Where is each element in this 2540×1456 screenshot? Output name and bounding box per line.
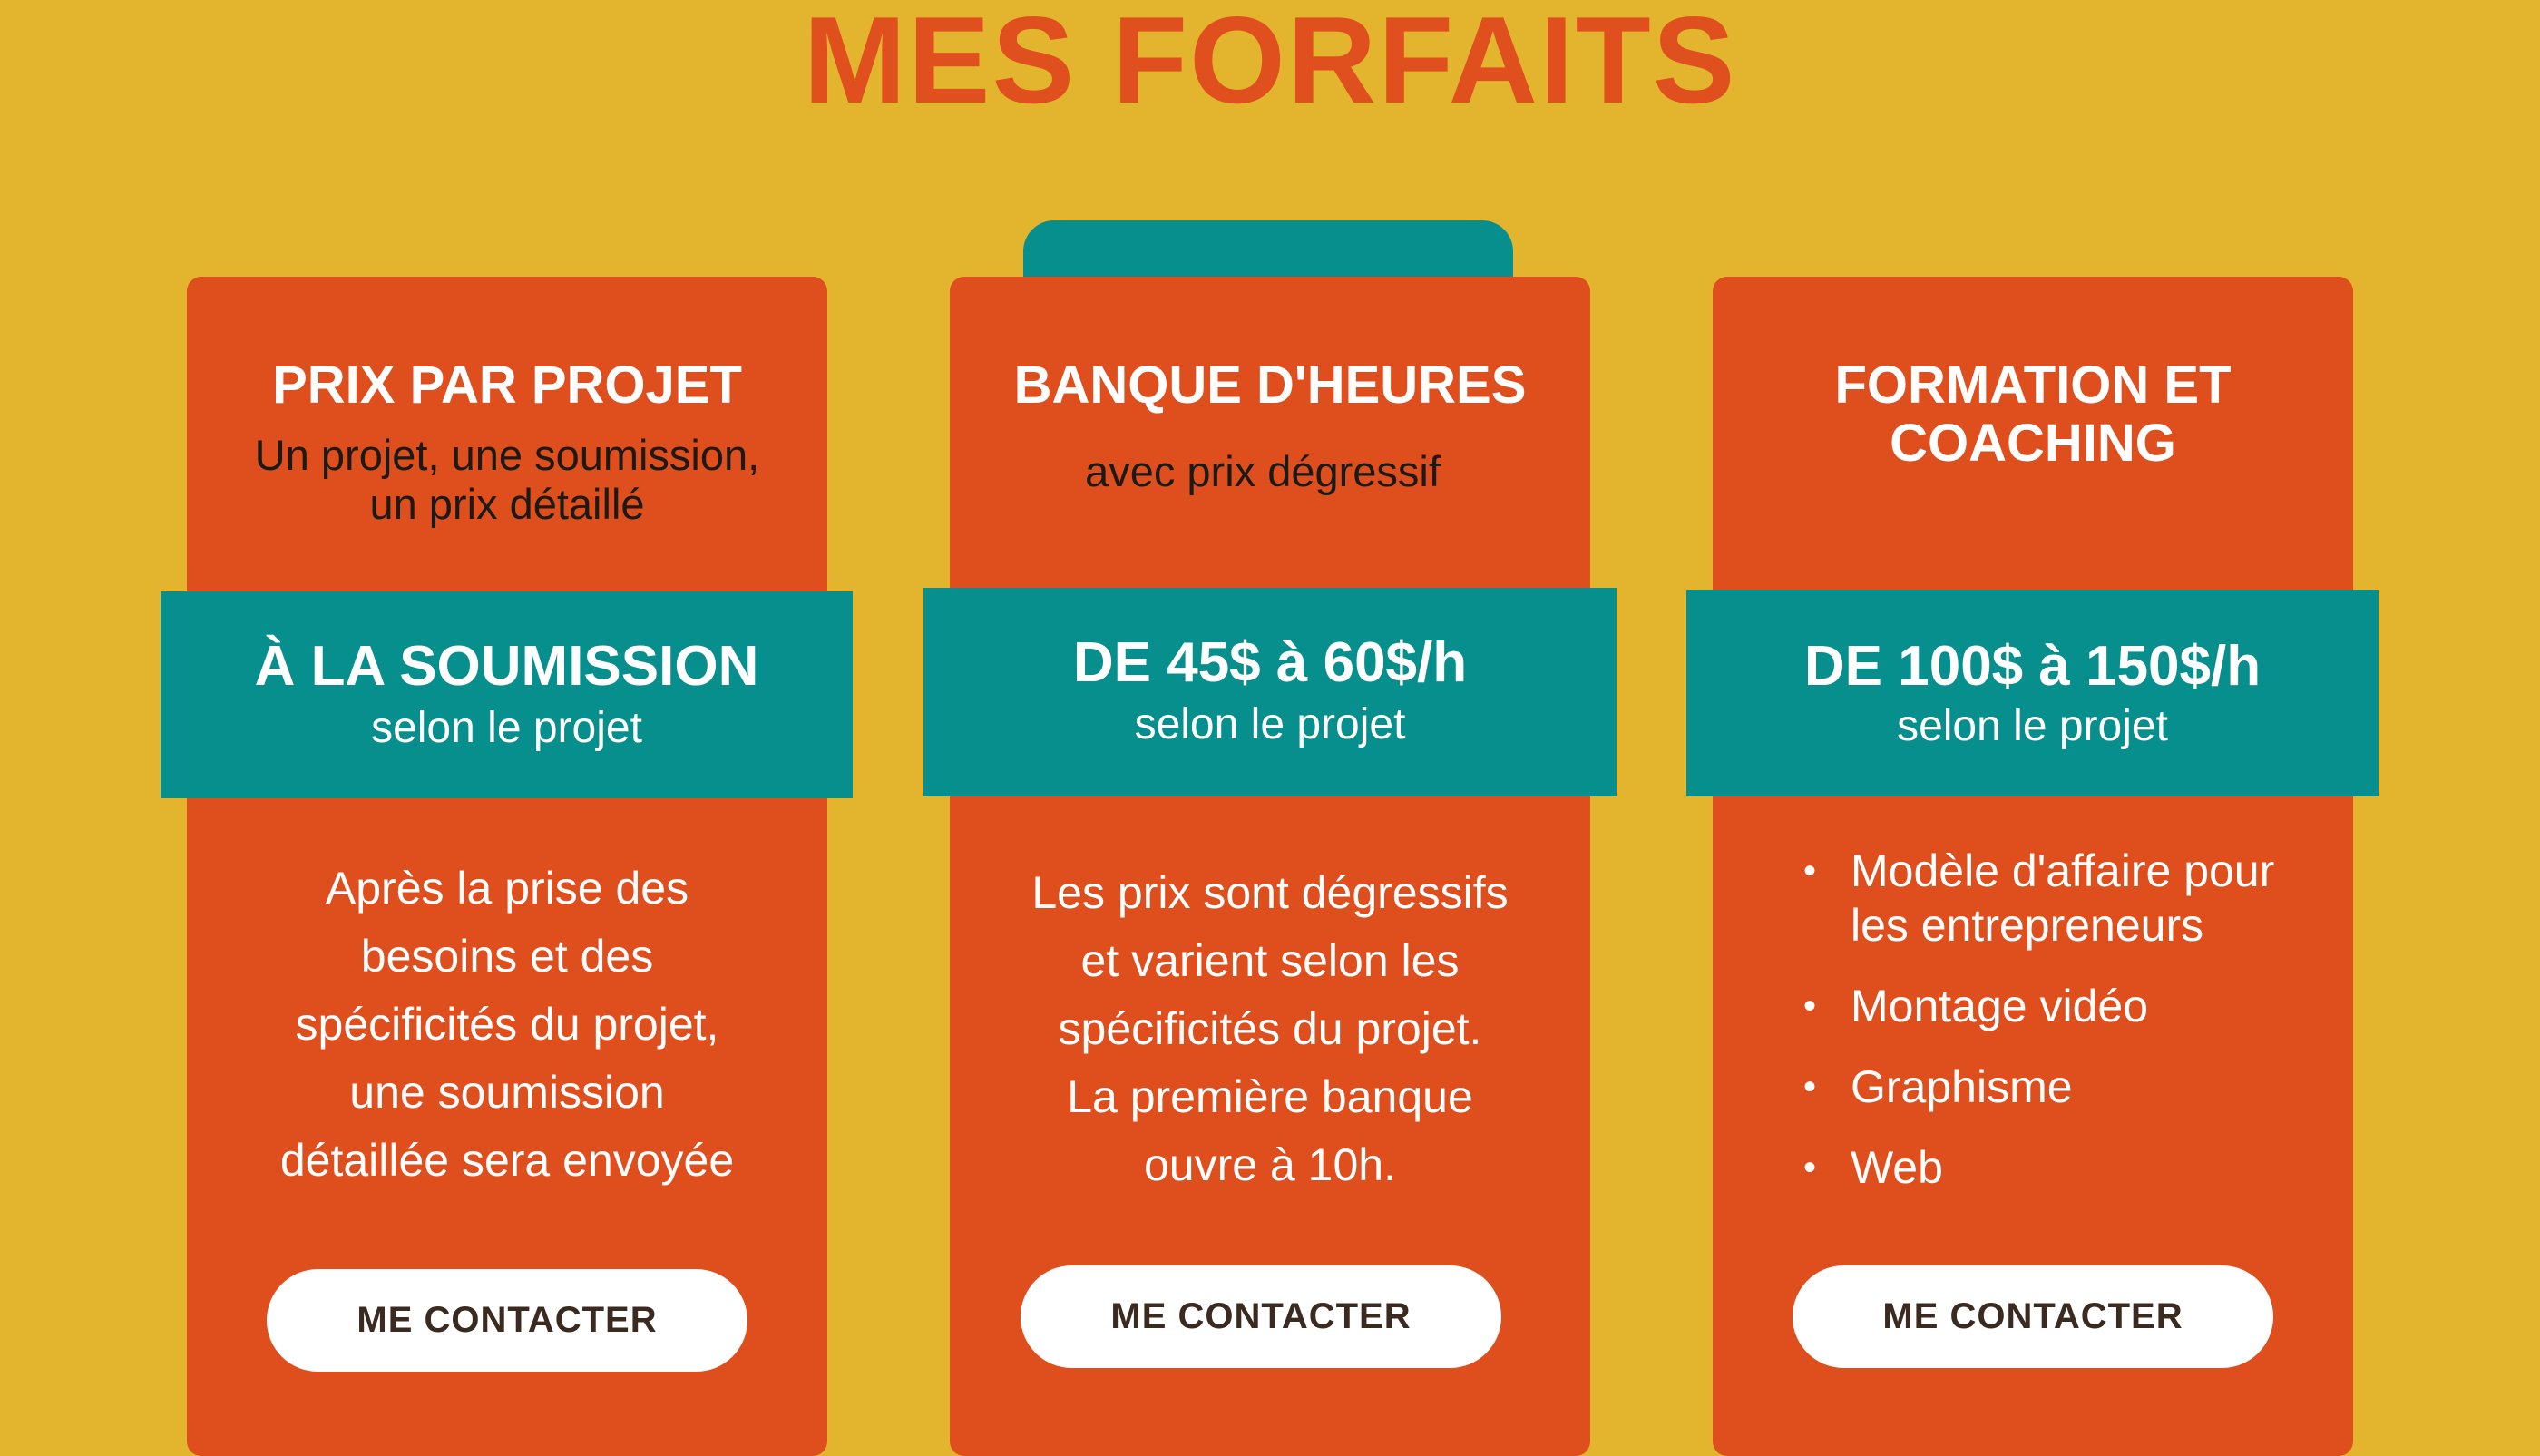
feature-text: Web [1851, 1142, 1943, 1193]
card-subtitle-line: avec prix dégressif [1085, 447, 1441, 495]
card-title [187, 357, 827, 415]
bullet-icon: • [1803, 986, 1817, 1026]
contact-button[interactable]: ME CONTACTER [1793, 1265, 2273, 1368]
price-label: DE 45$ à 60$/h [1072, 631, 1468, 694]
feature-item [1803, 979, 2274, 1033]
card-title-line: COACHING [1890, 414, 2176, 473]
contact-button[interactable]: ME CONTACTER [1021, 1265, 1501, 1368]
price-label: À LA SOUMISSION [254, 635, 759, 698]
bullet-icon: • [1803, 851, 1817, 891]
feature-list [1803, 844, 2274, 1221]
card-description [187, 855, 827, 1195]
page-title: MES FORFAITS [803, 0, 1737, 129]
description-line: spécificités du projet. [1058, 1003, 1482, 1054]
description-line: détaillée sera envoyée [279, 1135, 735, 1186]
plan-card-prix-par-projet [187, 277, 827, 1456]
card-title-line: FORMATION ET [1834, 356, 2232, 415]
feature-item [1803, 844, 2274, 953]
card-title-line: PRIX PAR PROJET [272, 356, 742, 415]
bullet-icon: • [1803, 1067, 1817, 1107]
description-line: spécificités du projet, [295, 999, 719, 1050]
feature-text: Graphisme [1851, 1061, 2073, 1112]
description-line: besoins et des [360, 931, 654, 982]
description-line: et varient selon les [1080, 935, 1460, 986]
card-subtitle-line: Un projet, une soumission, [254, 431, 760, 479]
feature-item [1803, 1140, 2274, 1195]
card-title-line: BANQUE D'HEURES [1013, 356, 1527, 415]
card-subtitle [943, 447, 1583, 496]
price-band [161, 591, 853, 798]
description-line: une soumission [349, 1067, 665, 1118]
card-subtitle [187, 431, 827, 529]
card-title [950, 357, 1590, 415]
price-note: selon le projet [371, 704, 642, 752]
price-band [1686, 590, 2379, 796]
card-title [1713, 357, 2353, 473]
price-note: selon le projet [1897, 702, 2168, 750]
plan-card-formation-et-coaching [1713, 277, 2353, 1456]
card-subtitle-line: un prix détaillé [369, 480, 645, 528]
feature-text: les entrepreneurs [1851, 900, 2204, 951]
description-line: ouvre à 10h. [1144, 1139, 1396, 1190]
description-line: Les prix sont dégressifs [1031, 867, 1509, 918]
plan-card-banque-d-heures [950, 277, 1590, 1456]
feature-text: Montage vidéo [1851, 981, 2149, 1031]
description-line: La première banque [1067, 1071, 1473, 1122]
contact-button[interactable]: ME CONTACTER [267, 1269, 747, 1372]
description-line: Après la prise des [325, 863, 689, 914]
price-label: DE 100$ à 150$/h [1803, 635, 2262, 698]
feature-item [1803, 1060, 2274, 1114]
bullet-icon: • [1803, 1148, 1817, 1187]
feature-text: Modèle d'affaire pour [1851, 845, 2275, 896]
price-band [923, 588, 1617, 796]
price-note: selon le projet [1134, 700, 1406, 748]
card-description [950, 859, 1590, 1199]
